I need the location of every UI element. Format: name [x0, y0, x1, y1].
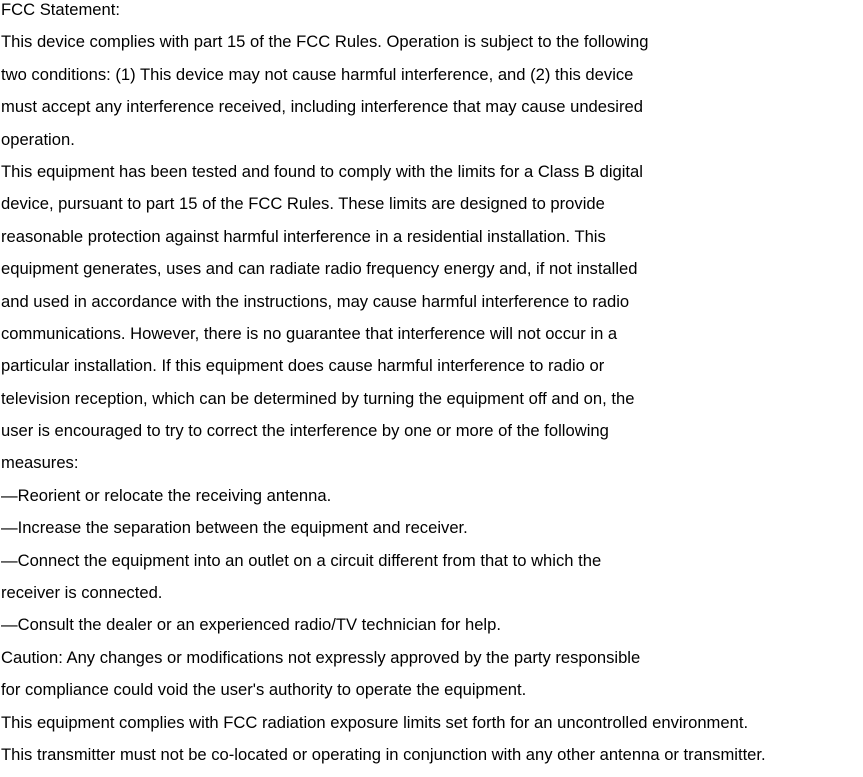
measure-item: —Reorient or relocate the receiving antenna.: [1, 485, 332, 505]
text-line: This equipment has been tested and found to comply with the limits for a Class B digital: [1, 161, 643, 181]
text-line: device, pursuant to part 15 of the FCC Rules. These limits are designed to provide: [1, 194, 605, 214]
statement-heading: FCC Statement:: [1, 0, 120, 19]
measure-item-continued: receiver is connected.: [1, 583, 163, 603]
text-line: user is encouraged to try to correct the interference by one or more of the following: [1, 421, 609, 441]
text-line: must accept any interference received, including interference that may cause undesired: [1, 97, 643, 117]
text-line: operation.: [1, 129, 75, 149]
transmitter-line: This transmitter must not be co-located or operating in conjunction with any other antenna or transmitter.: [1, 744, 766, 764]
text-line: television reception, which can be determined by turning the equipment off and on, the: [1, 388, 635, 408]
text-line: This device complies with part 15 of the FCC Rules. Operation is subject to the following: [1, 32, 649, 52]
caution-line: Caution: Any changes or modifications not expressly approved by the party responsible: [1, 647, 641, 667]
text-line: reasonable protection against harmful interference in a residential installation. This: [1, 226, 606, 246]
text-line: particular installation. If this equipment does cause harmful interference to radio or: [1, 356, 605, 376]
measure-item: —Consult the dealer or an experienced radio/TV technician for help.: [1, 615, 501, 635]
text-line: measures:: [1, 453, 79, 473]
caution-line: for compliance could void the user's authority to operate the equipment.: [1, 680, 527, 700]
text-line: communications. However, there is no guarantee that interference will not occur in a: [1, 323, 618, 343]
exposure-line: This equipment complies with FCC radiation exposure limits set forth for an uncontrolled environment.: [1, 712, 749, 732]
fcc-statement-document: [1, 0, 863, 777]
measure-item: —Increase the separation between the equipment and receiver.: [1, 518, 468, 538]
text-line: two conditions: (1) This device may not cause harmful interference, and (2) this device: [1, 64, 634, 84]
measure-item: —Connect the equipment into an outlet on a circuit different from that to which the: [1, 550, 602, 570]
text-line: equipment generates, uses and can radiate radio frequency energy and, if not installed: [1, 259, 638, 279]
text-line: and used in accordance with the instructions, may cause harmful interference to radio: [1, 291, 630, 311]
